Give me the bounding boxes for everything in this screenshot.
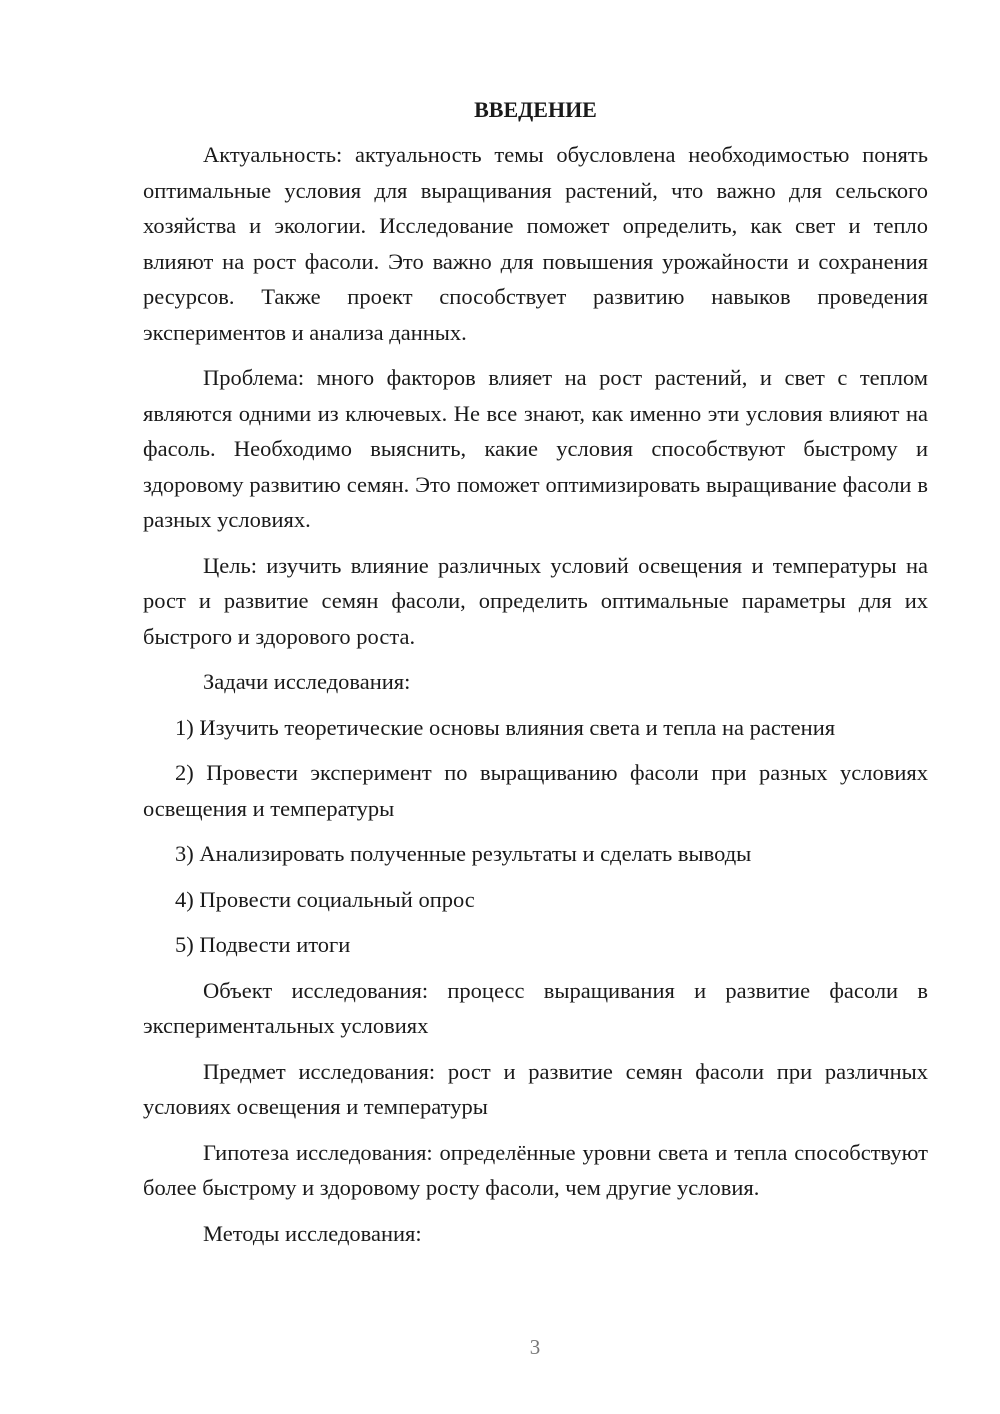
paragraph-object: Объект исследования: процесс выращивания и развитие фасоли в экспериментальных условиях	[143, 977, 928, 1038]
paragraph-subject: Предмет исследования: рост и развитие семян фасоли при различных условиях освещения и температуры	[143, 1058, 928, 1119]
task-item-1: 1) Изучить теоретические основы влияния света и тепла на растения	[175, 714, 836, 740]
task-item-4: 4) Провести социальный опрос	[175, 886, 475, 912]
page-number: 3	[529, 1335, 541, 1359]
paragraph-relevance: Актуальность: актуальность темы обусловлена необходимостью понять оптимальные условия для выращивания растений, что важно для сельского хозяйства и экологии. Исследование поможет определить, как свет и тепло влияют на рост фасоли. Это важно для повышения урожайности и сохранения ресурсов. Также проект способствует развитию навыков проведения экспериментов и анализа данных.	[143, 142, 928, 345]
paragraph-tasks-heading: Задачи исследования:	[203, 669, 411, 694]
page-content	[143, 92, 928, 1261]
task-item-5: 5) Подвести итоги	[175, 932, 351, 957]
paragraph-goal: Цель: изучить влияние различных условий освещения и температуры на рост и развитие семян фасоли, определить оптимальные параметры для их быстрого и здорового роста.	[143, 552, 928, 649]
section-title: ВВЕДЕНИЕ	[474, 97, 597, 122]
paragraph-hypothesis: Гипотеза исследования: определённые уровни света и тепла способствуют более быстрому и здоровому росту фасоли, чем другие условия.	[143, 1139, 928, 1200]
paragraph-problem: Проблема: много факторов влияет на рост растений, и свет с теплом являются одними из ключевых. Не все знают, как именно эти условия влияют на фасоль. Необходимо выяснить, какие условия способствуют быстрому и здоровому развитию семян. Это поможет оптимизировать выращивание фасоли в разных условиях.	[143, 365, 928, 532]
task-item-2: 2) Провести эксперимент по выращиванию фасоли при разных условиях освещения и температуры	[143, 760, 928, 821]
paragraph-methods: Методы исследования:	[203, 1220, 422, 1246]
task-item-3: 3) Анализировать полученные результаты и сделать выводы	[175, 841, 752, 866]
